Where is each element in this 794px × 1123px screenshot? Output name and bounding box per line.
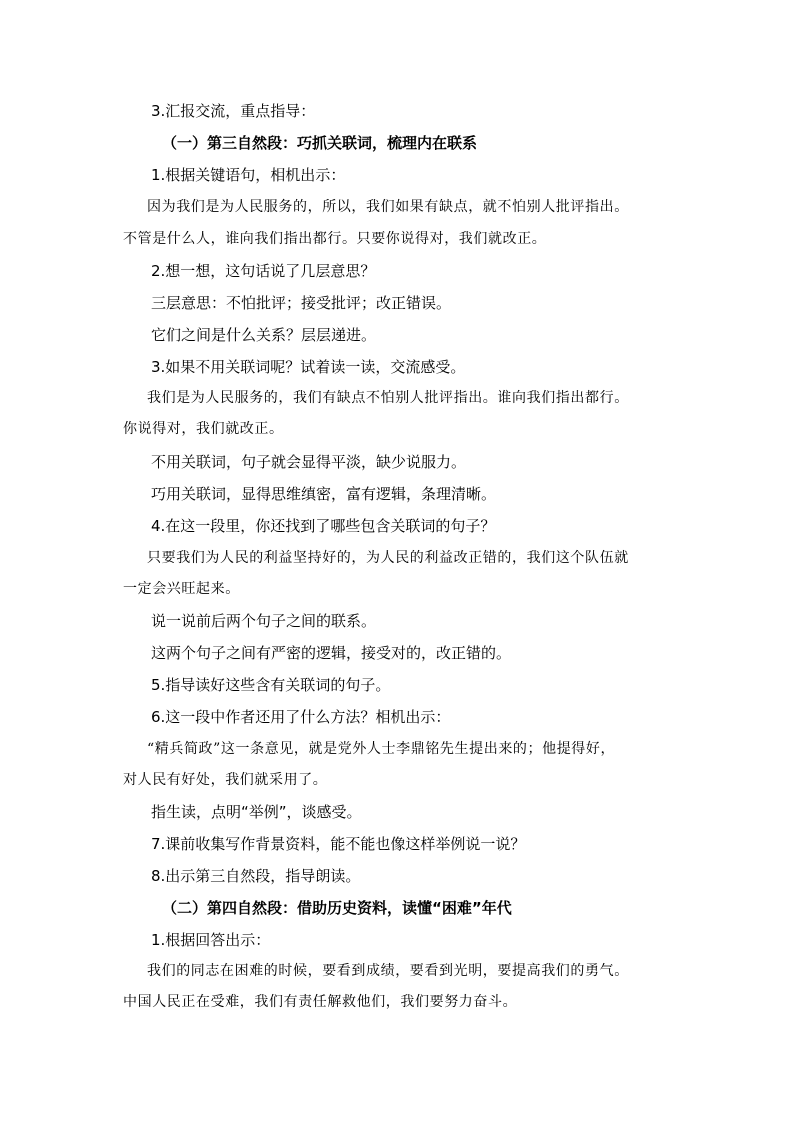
answer-no-connectives: 不用关联词，句子就会显得平淡，缺少说服力。 xyxy=(151,453,467,471)
answer-relation: 它们之间是什么关系？层层递进。 xyxy=(151,326,377,344)
quote-5-line-2: 中国人民正在受难，我们有责任解救他们，我们要努力奋斗。 xyxy=(123,994,518,1010)
discussion-answer: 这两个句子之间有严密的逻辑，接受对的，改正错的。 xyxy=(151,644,512,662)
quote-4-line-2: 对人民有好处，我们就采用了。 xyxy=(123,772,328,788)
answer-example: 指生读，点明“举例”，谈感受。 xyxy=(151,803,362,821)
item-4-question: 4.在这一段里，你还找到了哪些包含关联词的句子？ xyxy=(151,517,496,535)
item-6-method: 6.这一段中作者还用了什么方法？相机出示： xyxy=(151,708,451,726)
item-8-recite: 8.出示第三自然段，指导朗读。 xyxy=(151,867,361,885)
answer-with-connectives: 巧用关联词，显得思维缜密，富有逻辑，条理清晰。 xyxy=(151,485,497,503)
item-7-background: 7.课前收集写作背景资料，能不能也像这样举例说一说？ xyxy=(151,835,526,853)
quote-2-line-1: 我们是为人民服务的，我们有缺点不怕别人批评指出。谁向我们指出都行。 xyxy=(147,390,629,406)
step-3-heading: 3.汇报交流，重点指导： xyxy=(151,102,316,120)
section-1-heading: （一）第三自然段：巧抓关联词，梳理内在联系 xyxy=(162,134,478,152)
item-3-question: 3.如果不用关联词呢？试着读一读，交流感受。 xyxy=(151,358,466,376)
quote-3-line-1: 只要我们为人民的利益坚持好的，为人民的利益改正错的，我们这个队伍就 xyxy=(147,550,629,566)
item-1-answer: 1.根据回答出示： xyxy=(151,931,271,949)
quote-4-line-1: “精兵简政”这一条意见，就是党外人士李鼎铭先生提出来的；他提得好， xyxy=(147,741,616,757)
item-2-question: 2.想一想，这句话说了几层意思？ xyxy=(151,262,376,280)
discussion-prompt: 说一说前后两个句子之间的联系。 xyxy=(151,612,377,630)
quote-1-line-2: 不管是什么人，谁向我们指出都行。只要你说得对，我们就改正。 xyxy=(123,231,547,247)
section-2-heading: （二）第四自然段：借助历史资料，读懂“困难”年代 xyxy=(162,899,512,917)
quote-3-line-2: 一定会兴旺起来。 xyxy=(123,581,240,597)
item-1-show: 1.根据关键语句，相机出示： xyxy=(151,166,346,184)
item-5-reading: 5.指导读好这些含有关联词的句子。 xyxy=(151,676,391,694)
answer-three-layers: 三层意思：不怕批评；接受批评；改正错误。 xyxy=(151,294,452,312)
quote-5-line-1: 我们的同志在困难的时候，要看到成绩，要看到光明，要提高我们的勇气。 xyxy=(147,963,629,979)
quote-2-line-2: 你说得对，我们就改正。 xyxy=(123,421,284,437)
quote-1-line-1: 因为我们是为人民服务的，所以，我们如果有缺点，就不怕别人批评指出。 xyxy=(147,199,629,215)
